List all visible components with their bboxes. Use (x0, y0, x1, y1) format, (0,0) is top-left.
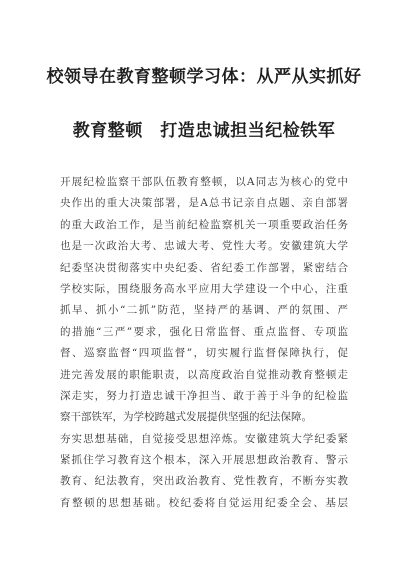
body-line: 央作出的重大决策部署，是A总书记亲自点题、亲自部署 (60, 197, 348, 210)
body-line: 开展纪检监察干部队伍教育整顿，以A同志为核心的党中 (60, 176, 348, 188)
body-line: 进完善发展的职能职责，以高度政治自觉推动教育整顿走 (60, 368, 348, 381)
body-line: 育整顿的思想基础。校纪委将自觉运用纪委全会、基层 (60, 496, 348, 509)
document-title-line-2: 教育整顿 打造忠诚担当纪检铁军 (72, 121, 336, 141)
body-line: 察干部铁军，为学校跨越式发展提供坚强的纪法保障。 (60, 411, 312, 424)
document-title-line-1: 校领导在教育整顿学习体：从严从实抓好 (46, 67, 362, 87)
body-line: 深走实，努力打造忠诚干净担当、敢于善于斗争的纪检监 (60, 389, 348, 402)
document-body (60, 172, 348, 514)
body-line: 的重大政治工作，是当前纪检监察机关一项重要政治任务 (60, 218, 348, 231)
body-line: 督、巡察监督“四项监督”，切实履行监督保障执行，促 (60, 347, 348, 360)
body-line: 紧抓住学习教育这个根本，深入开展思想政治教育、警示 (60, 454, 348, 467)
body-line: 也是一次政治大考、忠诚大考、党性大考。安徽建筑大学 (60, 240, 348, 253)
body-line: 教育、纪法教育，突出政治教育、党性教育，不断夯实教 (60, 475, 348, 488)
body-line: 夯实思想基础，自觉接受思想淬炼。安徽建筑大学纪委紧 (60, 432, 348, 445)
body-line: 学校实际，围绕服务高水平应用大学建设一个中心，注重 (60, 282, 348, 295)
body-line: 的措施“三严”要求，强化日常监督、重点监督、专项监 (60, 325, 348, 338)
body-line: 抓早、抓小“二抓”防范，坚持严的基调、严的氛围、严 (60, 304, 348, 317)
body-line: 纪委坚决贯彻落实中央纪委、省纪委工作部署，紧密结合 (60, 261, 348, 274)
